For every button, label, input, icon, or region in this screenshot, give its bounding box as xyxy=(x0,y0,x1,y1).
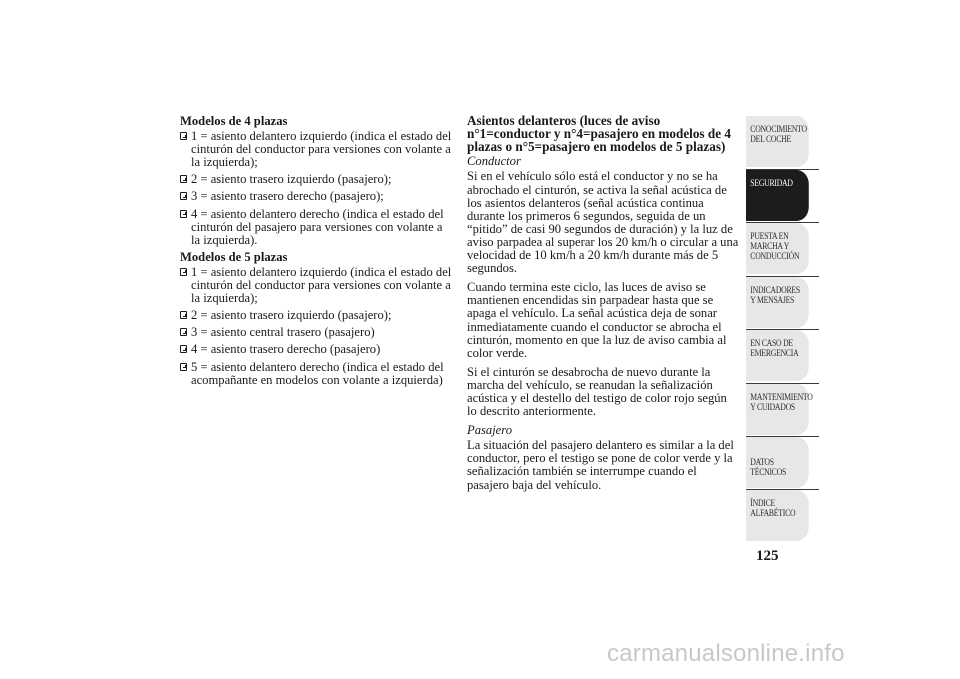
heading-5-seats: Modelos de 5 plazas xyxy=(180,249,288,264)
heading-4-seats: Modelos de 4 plazas xyxy=(180,114,288,128)
list-item: 1 = asiento delantero izquierdo (indica el estado del cinturón del conductor para versiones con volante a la izquierda); xyxy=(180,266,452,305)
page-number: 125 xyxy=(756,548,779,564)
tab-emergencia[interactable]: EN CASO DE EMERGENCIA xyxy=(746,330,809,381)
right-column xyxy=(467,115,739,498)
list-4-seats xyxy=(180,130,452,247)
list-item: 5 = asiento delantero derecho (indica el estado del acompañante en modelos con volante a izquierda) xyxy=(180,361,452,387)
list-5-seats xyxy=(180,266,452,387)
tab-puesta-en-marcha[interactable]: PUESTA EN MARCHA Y CONDUCCIÓN xyxy=(746,223,809,274)
paragraph: La situación del pasajero delantero es similar a la del conductor, pero el testigo se pone de color verde y la señalización también se interrumpe cuando el pasajero baja del vehículo. xyxy=(467,438,734,492)
checkbox-bullet-icon xyxy=(180,132,187,140)
checkbox-bullet-icon xyxy=(180,345,187,353)
conductor-label: Conductor xyxy=(467,154,521,169)
tab-datos-tecnicos[interactable]: DATOS TÉCNICOS xyxy=(746,437,809,488)
checkbox-bullet-icon xyxy=(180,328,187,336)
paragraph: Si el cinturón se desabrocha de nuevo durante la marcha del vehículo, se reanudan la señalización acústica y el destello del testigo de color rojo según lo descrito anteriormente. xyxy=(467,364,727,419)
list-item: 4 = asiento trasero derecho (pasajero) xyxy=(180,343,452,356)
list-item: 2 = asiento trasero izquierdo (pasajero); xyxy=(180,309,452,322)
tab-indice[interactable]: ÍNDICE ALFABÉTICO xyxy=(746,490,809,541)
paragraph: Cuando termina este ciclo, las luces de aviso se mantienen encendidas sin parpadear hasta que se apaga el vehículo. La señal acústica deja de sonar inmediatamente cuando el conductor se abrocha el cinturón, momento en que la luz de aviso cambia al color verde. xyxy=(467,280,727,360)
list-item: 3 = asiento trasero derecho (pasajero); xyxy=(180,190,452,203)
list-item: 3 = asiento central trasero (pasajero) xyxy=(180,326,452,339)
left-column xyxy=(180,115,452,391)
checkbox-bullet-icon xyxy=(180,175,187,183)
list-item: 1 = asiento delantero izquierdo (indica el estado del cinturón del conductor para versiones con volante a la izquierda); xyxy=(180,130,452,169)
checkbox-bullet-icon xyxy=(180,210,187,218)
tab-conocimiento[interactable]: CONOCIMIENTO DEL COCHE xyxy=(746,116,809,167)
pasajero-label: Pasajero xyxy=(467,423,513,438)
watermark: carmanualsonline.info xyxy=(607,640,845,667)
checkbox-bullet-icon xyxy=(180,268,187,276)
tab-mantenimiento[interactable]: MANTENIMIENTO Y CUIDADOS xyxy=(746,384,809,435)
list-item: 4 = asiento delantero derecho (indica el estado del cinturón del pasajero para versiones con volante a la izquierda). xyxy=(180,208,452,247)
checkbox-bullet-icon xyxy=(180,311,187,319)
paragraph: Si en el vehículo sólo está el conductor y no se ha abrochado el cinturón, se activa la señal acústica de los asientos delanteros (señal acústica continua durante los primeros 6 segundos, seguida de un “pitido” de casi 90 segundos de duración) y la luz de aviso parpadea al superar los 20 km/h o circular a una velocidad de 10 km/h a 20 km/h durante más de 5 segundos. xyxy=(467,169,739,276)
front-seats-heading: Asientos delanteros (luces de aviso n°1=conductor y n°4=pasajero en modelos de 4 plazas o n°5=pasajero en modelos de 5 plazas) xyxy=(467,113,731,154)
checkbox-bullet-icon xyxy=(180,363,187,371)
list-item: 2 = asiento trasero izquierdo (pasajero); xyxy=(180,173,452,186)
tab-seguridad[interactable]: SEGURIDAD xyxy=(746,170,809,221)
tab-indicadores[interactable]: INDICADORES Y MENSAJES xyxy=(746,277,809,328)
checkbox-bullet-icon xyxy=(180,192,187,200)
